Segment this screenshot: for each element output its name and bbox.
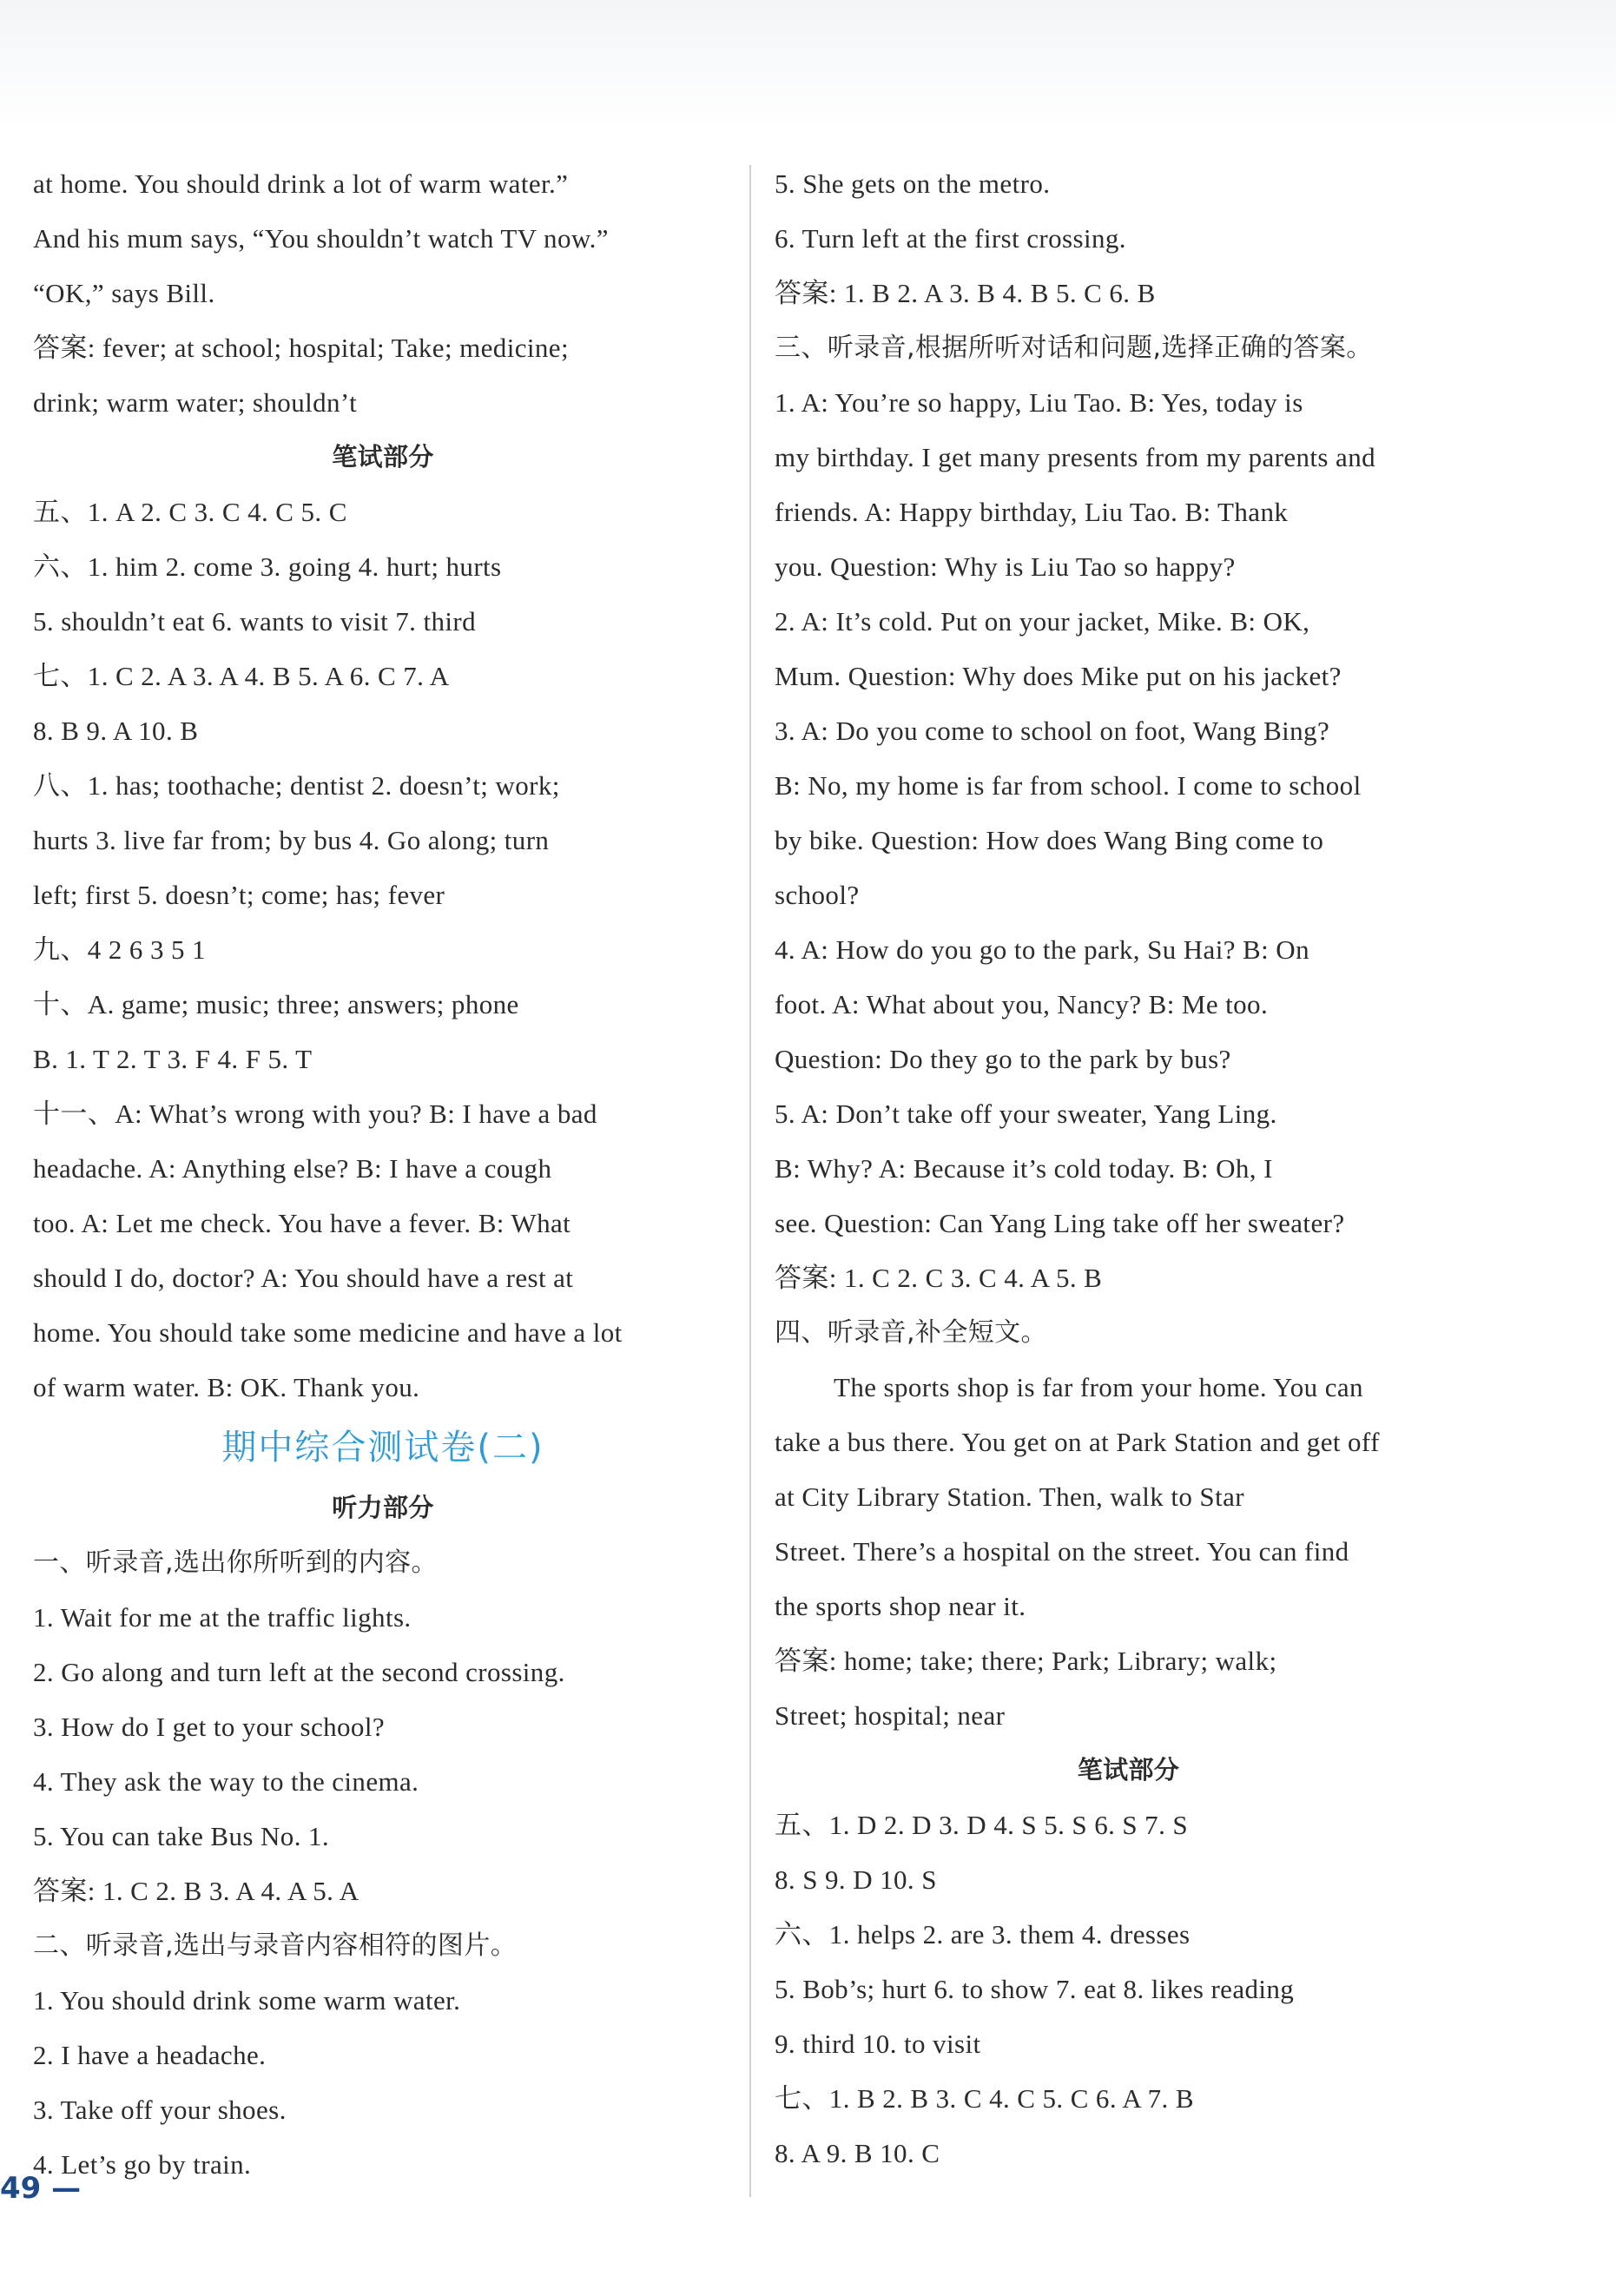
text-line: 5. Bob’s; hurt 6. to show 7. eat 8. likes reading bbox=[775, 1974, 1295, 2004]
text-line: 1. Wait for me at the traffic lights. bbox=[33, 1602, 412, 1633]
question-heading: 二、听录音,选出与录音内容相符的图片。 bbox=[33, 1930, 518, 1961]
text-line: 2. Go along and turn left at the second crossing. bbox=[33, 1657, 565, 1687]
text-line: at City Library Station. Then, walk to Star bbox=[775, 1481, 1244, 1512]
text-line: school? bbox=[775, 880, 860, 910]
text-line: 答案: fever; at school; hospital; Take; medicine; bbox=[33, 333, 569, 363]
text-line: you. Question: Why is Liu Tao so happy? bbox=[775, 551, 1236, 582]
left-column bbox=[33, 156, 733, 2192]
text-line: of warm water. B: OK. Thank you. bbox=[33, 1372, 420, 1402]
text-line: 九、4 2 6 3 5 1 bbox=[33, 934, 206, 965]
text-line: 5. You can take Bus No. 1. bbox=[33, 1821, 330, 1851]
text-line: 9. third 10. to visit bbox=[775, 2029, 981, 2059]
question-heading: 三、听录音,根据所听对话和问题,选择正确的答案。 bbox=[775, 333, 1373, 363]
text-line: B: No, my home is far from school. I come to school bbox=[775, 770, 1362, 801]
text-line: 六、1. helps 2. are 3. them 4. dresses bbox=[775, 1919, 1191, 1950]
text-line: And his mum says, “You shouldn’t watch TV now.” bbox=[33, 223, 609, 254]
text-line: 五、1. A 2. C 3. C 4. C 5. C bbox=[33, 497, 347, 527]
text-line: 8. A 9. B 10. C bbox=[775, 2138, 940, 2168]
text-line: 十、A. game; music; three; answers; phone bbox=[33, 989, 519, 1019]
text-line: 5. shouldn’t eat 6. wants to visit 7. third bbox=[33, 606, 477, 637]
text-line: 1. You should drink some warm water. bbox=[33, 1985, 461, 2016]
text-line: 6. Turn left at the first crossing. bbox=[775, 223, 1126, 254]
text-line: B. 1. T 2. T 3. F 4. F 5. T bbox=[33, 1044, 313, 1074]
text-line: 十一、A: What’s wrong with you? B: I have a bad bbox=[33, 1099, 597, 1129]
text-line: by bike. Question: How does Wang Bing come to bbox=[775, 825, 1324, 855]
text-line: 答案: 1. C 2. C 3. C 4. A 5. B bbox=[775, 1263, 1103, 1293]
page-top-shade bbox=[0, 0, 1616, 130]
text-line: hurts 3. live far from; by bus 4. Go along; turn bbox=[33, 825, 550, 855]
text-line: 答案: 1. B 2. A 3. B 4. B 5. C 6. B bbox=[775, 278, 1156, 308]
text-line: take a bus there. You get on at Park Station and get off bbox=[775, 1427, 1380, 1457]
right-column bbox=[775, 156, 1482, 2181]
text-line: 2. A: It’s cold. Put on your jacket, Mike. B: OK, bbox=[775, 606, 1310, 637]
text-line: B: Why? A: Because it’s cold today. B: Oh, I bbox=[775, 1153, 1273, 1184]
text-line: 答案: home; take; there; Park; Library; walk; bbox=[775, 1646, 1277, 1676]
text-line: at home. You should drink a lot of warm water.” bbox=[33, 168, 569, 199]
text-line: 3. A: Do you come to school on foot, Wang Bing? bbox=[775, 716, 1330, 746]
text-line: 4. Let’s go by train. bbox=[33, 2149, 252, 2180]
text-line: 五、1. D 2. D 3. D 4. S 5. S 6. S 7. S bbox=[775, 1810, 1189, 1840]
text-line: too. A: Let me check. You have a fever. B: What bbox=[33, 1208, 571, 1238]
text-line: foot. A: What about you, Nancy? B: Me too. bbox=[775, 989, 1269, 1019]
text-line: 8. S 9. D 10. S bbox=[775, 1864, 937, 1895]
text-line: see. Question: Can Yang Ling take off her sweater? bbox=[775, 1208, 1345, 1238]
text-line: drink; warm water; shouldn’t bbox=[33, 387, 358, 418]
text-line: Question: Do they go to the park by bus? bbox=[775, 1044, 1231, 1074]
question-heading: 四、听录音,补全短文。 bbox=[775, 1317, 1047, 1348]
text-line: 4. A: How do you go to the park, Su Hai? B: On bbox=[775, 934, 1309, 965]
text-line: should I do, doctor? A: You should have a rest at bbox=[33, 1263, 574, 1293]
text-line: “OK,” says Bill. bbox=[33, 278, 215, 308]
text-line: 2. I have a headache. bbox=[33, 2040, 267, 2070]
question-heading: 一、听录音,选出你所听到的内容。 bbox=[33, 1547, 438, 1578]
text-line: 3. Take off your shoes. bbox=[33, 2095, 287, 2125]
text-line: 5. A: Don’t take off your sweater, Yang Ling. bbox=[775, 1099, 1277, 1129]
text-line: 3. How do I get to your school? bbox=[33, 1712, 386, 1742]
text-line: 七、1. C 2. A 3. A 4. B 5. A 6. C 7. A bbox=[33, 661, 450, 691]
section-heading: 听力部分 bbox=[332, 1493, 434, 1522]
text-line: my birthday. I get many presents from my parents and bbox=[775, 442, 1376, 472]
text-line: 4. They ask the way to the cinema. bbox=[33, 1766, 419, 1797]
page-number: 49 — bbox=[0, 2171, 82, 2206]
text-line: left; first 5. doesn’t; come; has; fever bbox=[33, 880, 445, 910]
text-line: 5. She gets on the metro. bbox=[775, 168, 1051, 199]
text-line: 七、1. B 2. B 3. C 4. C 5. C 6. A 7. B bbox=[775, 2083, 1194, 2114]
text-line: Mum. Question: Why does Mike put on his jacket? bbox=[775, 661, 1342, 691]
section-heading: 笔试部分 bbox=[332, 442, 434, 472]
column-divider bbox=[749, 165, 751, 2197]
text-line: 六、1. him 2. come 3. going 4. hurt; hurts bbox=[33, 551, 502, 582]
text-line: home. You should take some medicine and have a lot bbox=[33, 1317, 623, 1348]
text-line: 八、1. has; toothache; dentist 2. doesn’t; work; bbox=[33, 770, 560, 801]
section-heading: 笔试部分 bbox=[1077, 1755, 1180, 1785]
text-line: Street. There’s a hospital on the street. You can find bbox=[775, 1536, 1349, 1567]
exam-title: 期中综合测试卷(二) bbox=[221, 1428, 544, 1468]
text-line: Street; hospital; near bbox=[775, 1700, 1006, 1731]
text-line: the sports shop near it. bbox=[775, 1591, 1026, 1621]
paragraph-line: The sports shop is far from your home. You can bbox=[834, 1372, 1363, 1402]
text-line: 1. A: You’re so happy, Liu Tao. B: Yes, today is bbox=[775, 387, 1303, 418]
text-line: headache. A: Anything else? B: I have a cough bbox=[33, 1153, 552, 1184]
text-line: 答案: 1. C 2. B 3. A 4. A 5. A bbox=[33, 1876, 359, 1906]
text-line: 8. B 9. A 10. B bbox=[33, 716, 199, 746]
text-line: friends. A: Happy birthday, Liu Tao. B: Thank bbox=[775, 497, 1289, 527]
